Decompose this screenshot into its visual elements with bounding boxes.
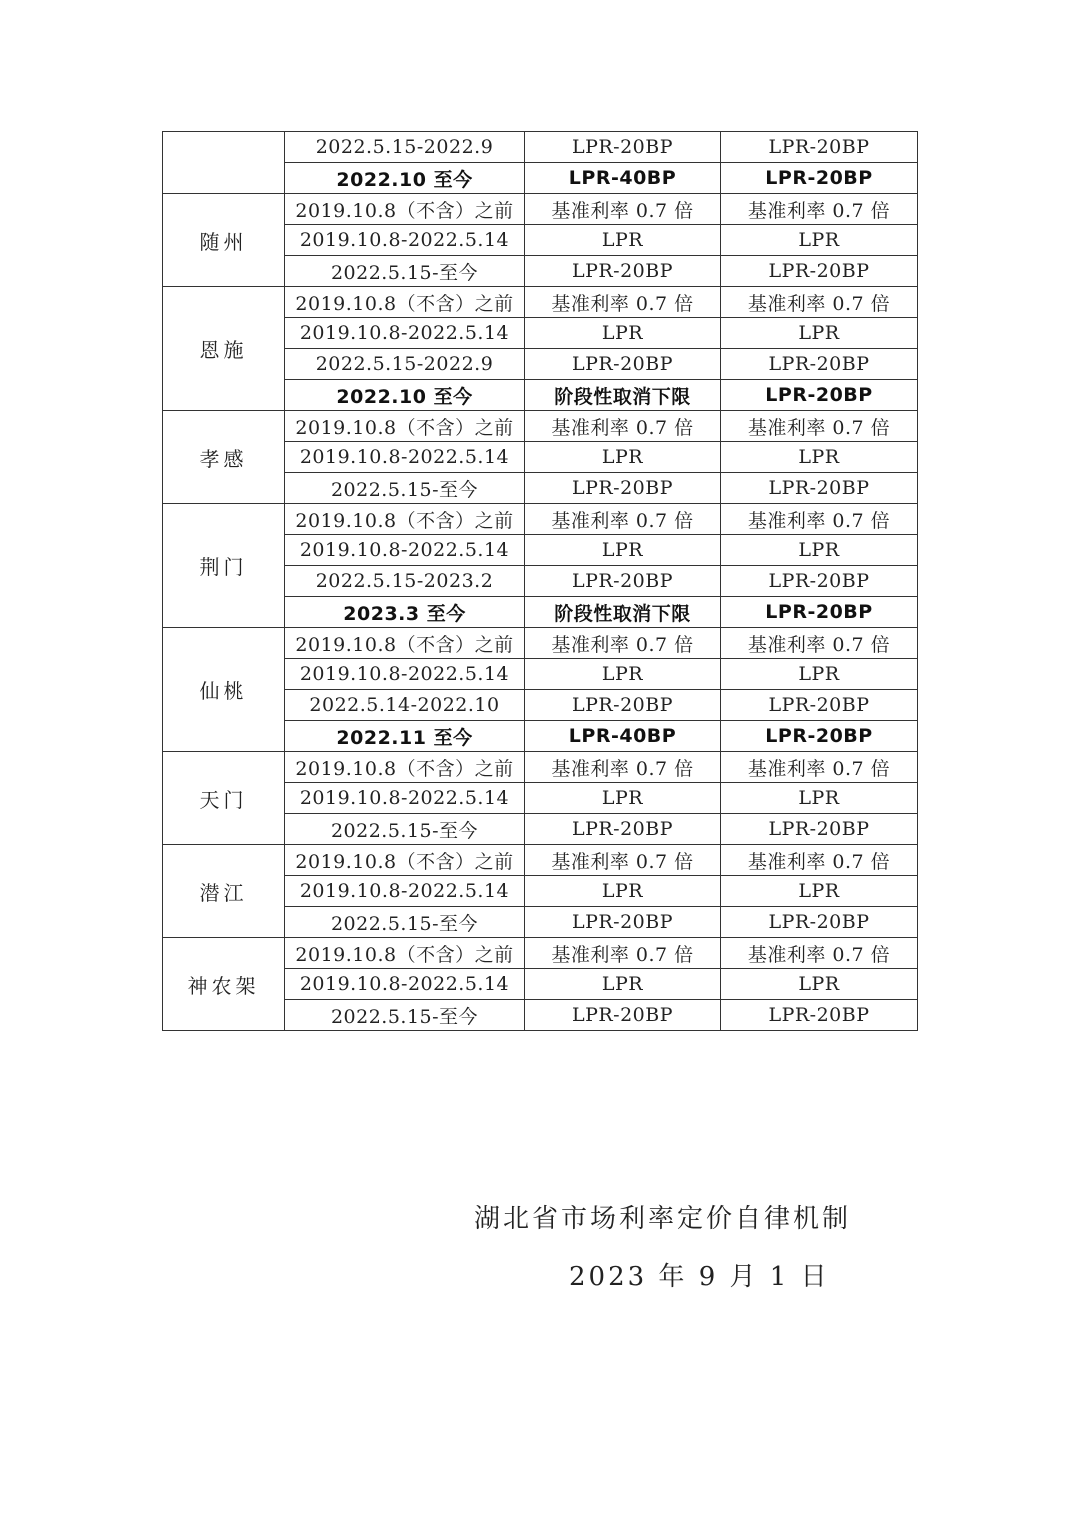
first-home-rate-cell: LPR: [525, 318, 721, 349]
second-home-rate-cell: LPR: [721, 442, 918, 473]
table-row: [163, 938, 918, 969]
first-home-rate-cell: 基准利率 0.7 倍: [525, 194, 721, 225]
first-home-rate-cell: LPR: [525, 442, 721, 473]
second-home-rate-cell: LPR-20BP: [721, 1000, 918, 1031]
table-row: [163, 132, 918, 163]
period-cell: 2019.10.8（不含）之前: [285, 411, 525, 442]
period-cell: 2022.10 至今: [285, 380, 525, 411]
first-home-rate-cell: LPR-20BP: [525, 690, 721, 721]
second-home-rate-cell: LPR-20BP: [721, 814, 918, 845]
first-home-rate-cell: LPR: [525, 876, 721, 907]
second-home-rate-cell: LPR-20BP: [721, 132, 918, 163]
period-cell: 2022.5.15-2023.2: [285, 566, 525, 597]
first-home-rate-cell: 基准利率 0.7 倍: [525, 411, 721, 442]
second-home-rate-cell: LPR-20BP: [721, 721, 918, 752]
period-cell: 2022.5.14-2022.10: [285, 690, 525, 721]
second-home-rate-cell: 基准利率 0.7 倍: [721, 504, 918, 535]
city-cell: 随州: [163, 194, 285, 287]
period-cell: 2019.10.8（不含）之前: [285, 628, 525, 659]
city-cell: 恩施: [163, 287, 285, 411]
second-home-rate-cell: LPR: [721, 659, 918, 690]
period-cell: 2019.10.8-2022.5.14: [285, 969, 525, 1000]
second-home-rate-cell: 基准利率 0.7 倍: [721, 845, 918, 876]
second-home-rate-cell: 基准利率 0.7 倍: [721, 628, 918, 659]
first-home-rate-cell: 基准利率 0.7 倍: [525, 504, 721, 535]
first-home-rate-cell: LPR: [525, 783, 721, 814]
period-cell: 2019.10.8（不含）之前: [285, 938, 525, 969]
period-cell: 2022.5.15-2022.9: [285, 349, 525, 380]
first-home-rate-cell: 基准利率 0.7 倍: [525, 845, 721, 876]
first-home-rate-cell: 基准利率 0.7 倍: [525, 287, 721, 318]
second-home-rate-cell: LPR: [721, 783, 918, 814]
second-home-rate-cell: LPR-20BP: [721, 597, 918, 628]
first-home-rate-cell: LPR-20BP: [525, 814, 721, 845]
first-home-rate-cell: LPR-40BP: [525, 721, 721, 752]
second-home-rate-cell: 基准利率 0.7 倍: [721, 938, 918, 969]
second-home-rate-cell: 基准利率 0.7 倍: [721, 752, 918, 783]
first-home-rate-cell: LPR: [525, 535, 721, 566]
period-cell: 2019.10.8-2022.5.14: [285, 783, 525, 814]
period-cell: 2019.10.8-2022.5.14: [285, 535, 525, 566]
issuing-organization: 湖北省市场利率定价自律机制: [474, 1204, 852, 1234]
first-home-rate-cell: LPR-20BP: [525, 566, 721, 597]
period-cell: 2022.5.15-至今: [285, 473, 525, 504]
period-cell: 2019.10.8（不含）之前: [285, 752, 525, 783]
second-home-rate-cell: LPR-20BP: [721, 163, 918, 194]
period-cell: 2019.10.8-2022.5.14: [285, 225, 525, 256]
table-row: [163, 194, 918, 225]
second-home-rate-cell: 基准利率 0.7 倍: [721, 411, 918, 442]
first-home-rate-cell: LPR: [525, 659, 721, 690]
issue-date: 2023 年 9 月 1 日: [569, 1262, 830, 1292]
period-cell: 2022.5.15-至今: [285, 814, 525, 845]
first-home-rate-cell: 阶段性取消下限: [525, 380, 721, 411]
second-home-rate-cell: LPR: [721, 969, 918, 1000]
first-home-rate-cell: LPR-20BP: [525, 1000, 721, 1031]
second-home-rate-cell: LPR-20BP: [721, 907, 918, 938]
first-home-rate-cell: LPR-20BP: [525, 256, 721, 287]
table-row: [163, 504, 918, 535]
first-home-rate-cell: 阶段性取消下限: [525, 597, 721, 628]
second-home-rate-cell: LPR: [721, 225, 918, 256]
period-cell: 2019.10.8-2022.5.14: [285, 318, 525, 349]
period-cell: 2023.3 至今: [285, 597, 525, 628]
second-home-rate-cell: 基准利率 0.7 倍: [721, 287, 918, 318]
period-cell: 2022.5.15-至今: [285, 256, 525, 287]
period-cell: 2019.10.8-2022.5.14: [285, 659, 525, 690]
period-cell: 2022.10 至今: [285, 163, 525, 194]
second-home-rate-cell: LPR: [721, 876, 918, 907]
first-home-rate-cell: LPR-40BP: [525, 163, 721, 194]
city-cell: 天门: [163, 752, 285, 845]
table-row: [163, 845, 918, 876]
second-home-rate-cell: LPR: [721, 318, 918, 349]
second-home-rate-cell: 基准利率 0.7 倍: [721, 194, 918, 225]
first-home-rate-cell: LPR-20BP: [525, 473, 721, 504]
city-cell: 荆门: [163, 504, 285, 628]
second-home-rate-cell: LPR-20BP: [721, 566, 918, 597]
rate-table: [162, 131, 918, 1031]
city-cell: [163, 132, 285, 194]
table-row: [163, 628, 918, 659]
second-home-rate-cell: LPR-20BP: [721, 349, 918, 380]
second-home-rate-cell: LPR-20BP: [721, 256, 918, 287]
second-home-rate-cell: LPR-20BP: [721, 473, 918, 504]
city-cell: 潜江: [163, 845, 285, 938]
first-home-rate-cell: LPR: [525, 225, 721, 256]
period-cell: 2019.10.8（不含）之前: [285, 504, 525, 535]
period-cell: 2022.5.15-至今: [285, 1000, 525, 1031]
period-cell: 2019.10.8（不含）之前: [285, 194, 525, 225]
period-cell: 2022.5.15-2022.9: [285, 132, 525, 163]
first-home-rate-cell: 基准利率 0.7 倍: [525, 938, 721, 969]
rate-table-body: [163, 132, 918, 1031]
table-row: [163, 287, 918, 318]
second-home-rate-cell: LPR-20BP: [721, 380, 918, 411]
period-cell: 2019.10.8（不含）之前: [285, 845, 525, 876]
period-cell: 2022.5.15-至今: [285, 907, 525, 938]
table-row: [163, 411, 918, 442]
period-cell: 2019.10.8-2022.5.14: [285, 442, 525, 473]
first-home-rate-cell: LPR: [525, 969, 721, 1000]
first-home-rate-cell: LPR-20BP: [525, 907, 721, 938]
second-home-rate-cell: LPR-20BP: [721, 690, 918, 721]
period-cell: 2019.10.8（不含）之前: [285, 287, 525, 318]
first-home-rate-cell: LPR-20BP: [525, 132, 721, 163]
city-cell: 神农架: [163, 938, 285, 1031]
city-cell: 孝感: [163, 411, 285, 504]
second-home-rate-cell: LPR: [721, 535, 918, 566]
first-home-rate-cell: LPR-20BP: [525, 349, 721, 380]
period-cell: 2019.10.8-2022.5.14: [285, 876, 525, 907]
first-home-rate-cell: 基准利率 0.7 倍: [525, 628, 721, 659]
city-cell: 仙桃: [163, 628, 285, 752]
period-cell: 2022.11 至今: [285, 721, 525, 752]
first-home-rate-cell: 基准利率 0.7 倍: [525, 752, 721, 783]
table-row: [163, 752, 918, 783]
